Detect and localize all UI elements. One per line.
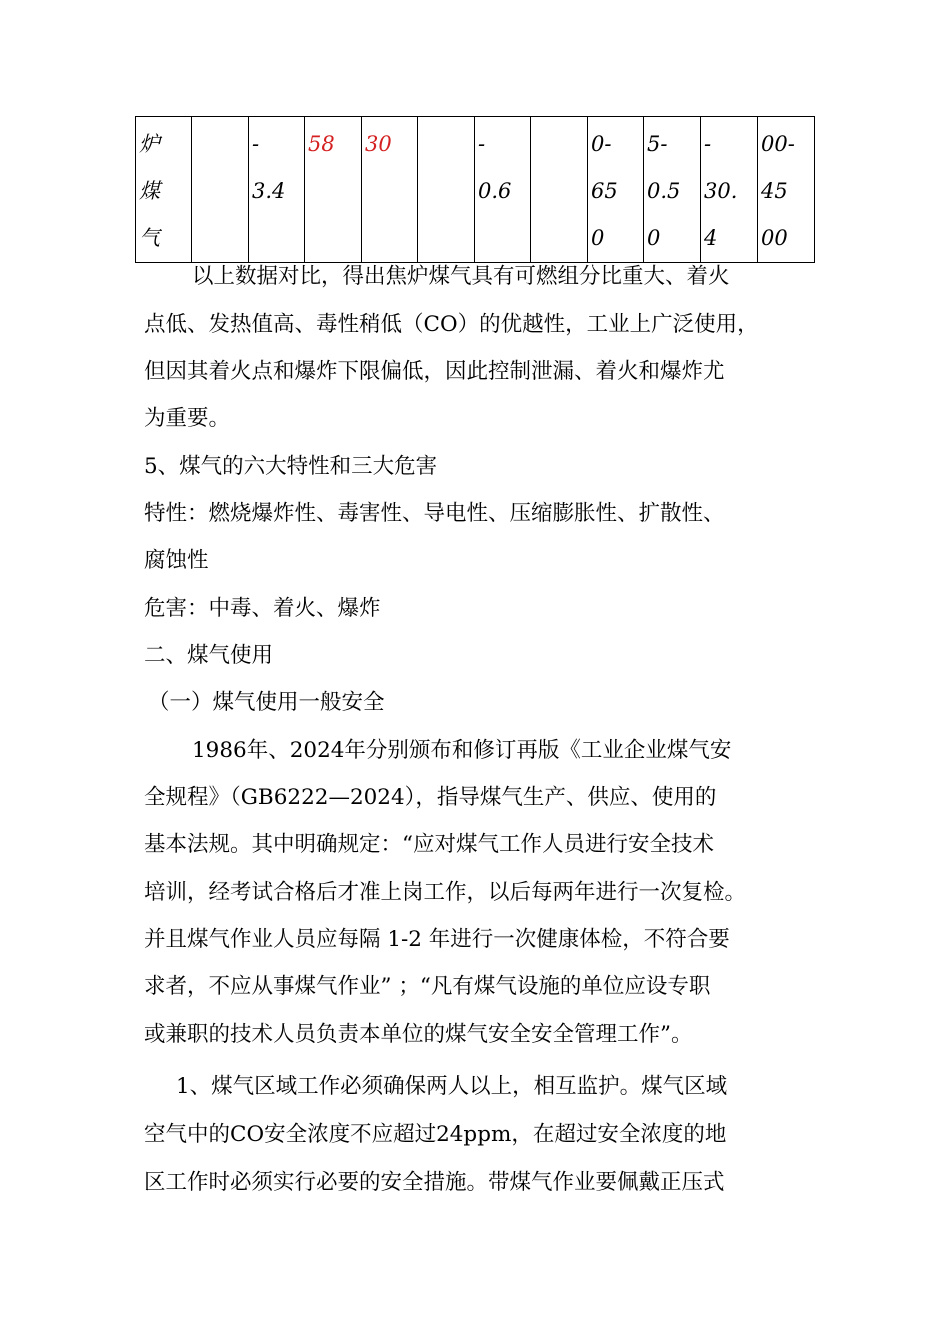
table-cell [249,117,305,263]
table-cell [588,117,644,263]
text-line: 1986年、2024年分别颁布和修订再版《工业企业煤气安 [192,738,732,763]
cell-text: 0.5 [647,179,681,203]
cell-text: 4 [704,226,718,250]
text-line: 或兼职的技术人员负责本单位的煤气安全安全管理工作”。 [144,1022,693,1047]
cell-text: - [704,132,712,156]
table-cell [701,117,758,263]
cell-text: 30 [365,132,392,156]
table-cell [531,117,588,263]
paragraph-hazards: 危害：中毒、着火、爆炸 [144,596,381,621]
text-line: 全规程》（GB6222—2024），指导煤气生产、供应、使用的 [144,785,717,810]
chapter-heading: 二、煤气使用 [144,643,274,668]
table-cell [418,117,475,263]
text-line: 基本法规。其中明确规定：“应对煤气工作人员进行安全技术 [144,832,714,857]
table-cell [362,117,418,263]
cell-text: - [478,132,486,156]
cell-text: 45 [761,179,788,203]
cell-text: 30. [704,179,738,203]
text-line: 区工作时必须实行必要的安全措施。带煤气作业要佩戴正压式 [144,1170,725,1195]
text-line: 为重要。 [144,406,231,431]
cell-text: 0 [647,226,661,250]
text-line: 但因其着火点和爆炸下限偏低，因此控制泄漏、着火和爆炸尤 [144,359,725,384]
text-line: 腐蚀性 [144,548,209,573]
cell-text: 65 [591,179,618,203]
table-cell [758,117,815,263]
cell-text: 0 [591,226,605,250]
cell-text: 3.4 [252,179,286,203]
text-line: 空气中的CO安全浓度不应超过24ppm，在超过安全浓度的地 [144,1122,727,1147]
row-label-char: 炉 [139,132,160,156]
row-label-char: 气 [139,226,160,250]
text-line: 特性：燃烧爆炸性、毒害性、导电性、压缩膨胀性、扩散性、 [144,501,725,526]
text-line: 点低、发热值高、毒性稍低（CO）的优越性，工业上广泛使用， [144,312,759,337]
cell-text: 00 [761,226,788,250]
text-line: 求者，不应从事煤气作业” ；“凡有煤气设施的单位应设专职 [144,974,711,999]
table-cell [475,117,531,263]
cell-text: 0- [591,132,612,156]
table-cell [192,117,249,263]
text-line: 并且煤气作业人员应每隔 1-2 年进行一次健康体检，不符合要 [144,927,730,952]
section-heading: 5、煤气的六大特性和三大危害 [144,454,438,479]
gas-properties-table-fragment [135,116,815,263]
cell-text: 0.6 [478,179,512,203]
cell-text: - [252,132,260,156]
cell-text: 5- [647,132,668,156]
table-row-label [136,117,192,263]
table-cell [305,117,362,263]
text-line: 培训，经考试合格后才准上岗工作，以后每两年进行一次复检。 [144,880,747,905]
text-line: 以上数据对比，得出焦炉煤气具有可燃组分比重大、着火 [192,264,730,289]
cell-text: 00- [761,132,795,156]
subsection-heading: （一）煤气使用一般安全 [148,690,385,715]
cell-text: 58 [308,132,335,156]
table-cell [644,117,701,263]
row-label-char: 煤 [139,179,160,203]
text-line: 1、煤气区域工作必须确保两人以上，相互监护。煤气区域 [176,1074,728,1099]
